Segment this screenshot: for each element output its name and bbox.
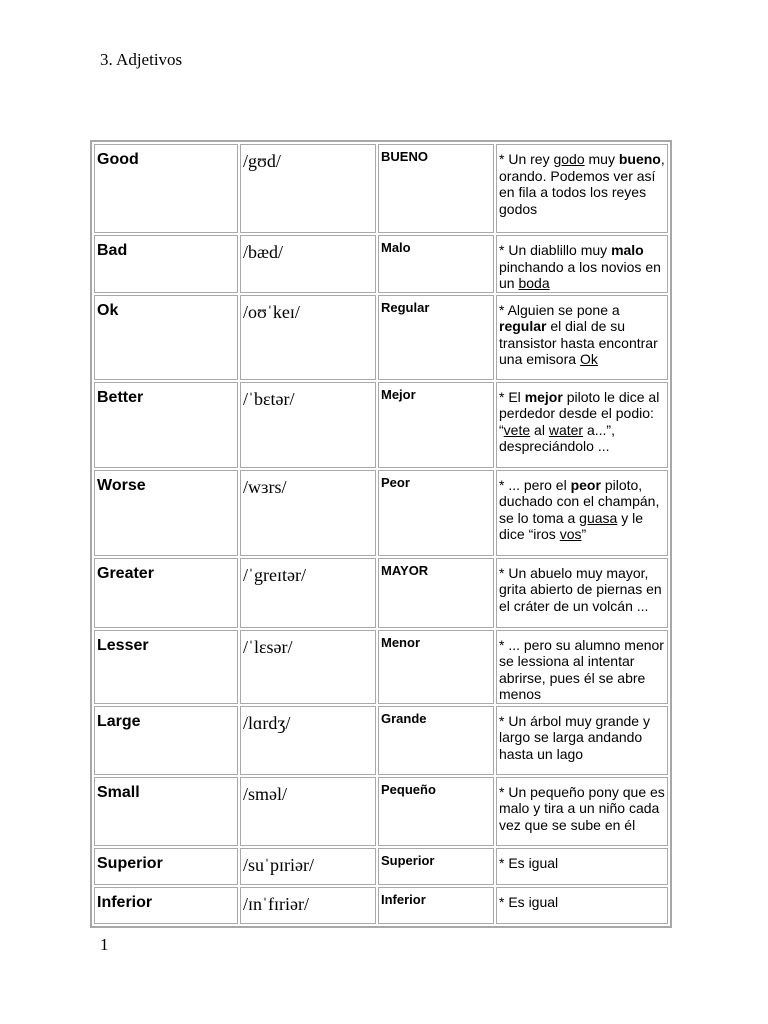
english-word: Superior — [97, 854, 163, 872]
adjectives-table — [90, 140, 672, 928]
mnemonic-text: piloto, duchado con el champán, se lo toma a — [499, 476, 660, 526]
mnemonic-cell — [496, 295, 668, 380]
table-row — [94, 706, 668, 775]
english-word: Worse — [97, 476, 146, 494]
mnemonic-underlined-text: vos — [559, 526, 582, 542]
mnemonic-cell — [496, 630, 668, 704]
mnemonic-cell — [496, 144, 668, 233]
pronunciation: /lɑrdʒ/ — [243, 712, 291, 733]
mnemonic-text: * Un abuelo muy mayor, grita abierto de piernas en el cráter de un volcán ... — [499, 564, 662, 614]
mnemonic-text: * Un rey — [499, 151, 554, 167]
mnemonic-text: pinchando a los novios en un — [499, 258, 661, 291]
english-word: Better — [97, 388, 144, 406]
table-row — [94, 848, 668, 885]
english-word-cell — [94, 470, 238, 556]
table-row — [94, 558, 668, 628]
table-row — [94, 144, 668, 233]
spanish-translation: Malo — [378, 235, 494, 293]
pronunciation-cell — [240, 630, 376, 704]
english-word: Small — [97, 783, 140, 801]
pronunciation: /sməl/ — [243, 783, 287, 804]
mnemonic-bold-text: peor — [570, 476, 601, 493]
mnemonic-text: * Un árbol muy grande y largo se larga andando hasta un lago — [499, 712, 650, 762]
english-word: Lesser — [97, 636, 149, 654]
english-word-cell — [94, 706, 238, 775]
mnemonic-underlined-text: godo — [553, 151, 585, 167]
mnemonic-text: * Es igual — [499, 893, 559, 910]
mnemonic-cell — [496, 777, 668, 846]
english-word-cell — [94, 887, 238, 924]
english-word-cell — [94, 295, 238, 380]
mnemonic-text: * Un pequeño pony que es malo y tira a un niño cada vez que se sube en él — [499, 783, 665, 833]
english-word: Large — [97, 712, 141, 730]
spanish-translation: Peor — [378, 470, 494, 556]
table-body — [94, 144, 668, 924]
pronunciation: /suˈpɪriər/ — [243, 854, 314, 875]
pronunciation-cell — [240, 144, 376, 233]
mnemonic-text: * ... pero su alumno menor se lessiona al intentar abrirse, pues él se abre menos — [499, 636, 664, 702]
mnemonic-text: * ... pero el — [499, 476, 571, 493]
mnemonic-underlined-text: water — [548, 421, 584, 438]
english-word: Good — [97, 151, 139, 168]
pronunciation-cell — [240, 470, 376, 556]
table-row — [94, 777, 668, 846]
pronunciation-cell — [240, 706, 376, 775]
mnemonic-bold-text: bueno — [618, 151, 661, 167]
mnemonic-cell — [496, 706, 668, 775]
spanish-translation: Pequeño — [378, 777, 494, 846]
mnemonic-cell — [496, 382, 668, 468]
mnemonic-cell — [496, 235, 668, 293]
english-word-cell — [94, 848, 238, 885]
table-row — [94, 295, 668, 380]
pronunciation: /gʊd/ — [243, 151, 281, 171]
pronunciation-cell — [240, 887, 376, 924]
mnemonic-text: el dial de su transistor hasta encontrar una emisora — [499, 318, 658, 367]
english-word: Bad — [97, 242, 128, 259]
spanish-translation: Superior — [378, 848, 494, 885]
mnemonic-text: muy — [584, 151, 619, 167]
spanish-translation: Grande — [378, 706, 494, 775]
mnemonic-cell — [496, 470, 668, 556]
mnemonic-underlined-text: guasa — [579, 509, 618, 526]
pronunciation-cell — [240, 558, 376, 628]
mnemonic-cell — [496, 848, 668, 885]
mnemonic-text: * Alguien se pone a — [499, 301, 620, 318]
pronunciation-cell — [240, 295, 376, 380]
pronunciation: /ˈlɛsər/ — [243, 636, 293, 657]
mnemonic-text: * Un diablillo muy — [499, 242, 612, 258]
mnemonic-text: piloto le dice al perdedor desde el podio: “ — [499, 388, 660, 438]
english-word-cell — [94, 777, 238, 846]
pronunciation: /ˈbɛtər/ — [243, 388, 295, 409]
section-heading: 3. Adjetivos — [100, 50, 183, 69]
spanish-translation: Menor — [378, 630, 494, 704]
english-word-cell — [94, 630, 238, 704]
mnemonic-text: al — [530, 421, 549, 438]
table-row — [94, 382, 668, 468]
english-word: Greater — [97, 564, 154, 582]
pronunciation: /ˈgreɪtər/ — [243, 564, 306, 585]
pronunciation: /oʊˈkeɪ/ — [243, 301, 300, 322]
table-row — [94, 470, 668, 556]
pronunciation: /ɪnˈfɪriər/ — [243, 893, 309, 914]
mnemonic-underlined-text: vete — [503, 421, 531, 438]
table-row — [94, 235, 668, 293]
mnemonic-text: a...”, despreciándolo ... — [499, 421, 615, 454]
spanish-translation: MAYOR — [378, 558, 494, 628]
mnemonic-cell — [496, 887, 668, 924]
pronunciation-cell — [240, 777, 376, 846]
mnemonic-text: , orando. Podemos ver así en fila a todos los reyes godos — [499, 151, 665, 217]
pronunciation: /wɜrs/ — [243, 476, 287, 497]
table-row — [94, 630, 668, 704]
pronunciation: /bæd/ — [243, 242, 284, 262]
english-word: Ok — [97, 301, 119, 319]
pronunciation-cell — [240, 382, 376, 468]
page-number: 1 — [100, 935, 109, 954]
mnemonic-text: * Es igual — [499, 854, 559, 871]
mnemonic-text: * El — [499, 388, 525, 405]
mnemonic-underlined-text: Ok — [579, 351, 598, 367]
spanish-translation: BUENO — [378, 144, 494, 233]
english-word-cell — [94, 558, 238, 628]
pronunciation-cell — [240, 235, 376, 293]
spanish-translation: Regular — [378, 295, 494, 380]
mnemonic-text: y le dice “iros — [499, 509, 643, 542]
mnemonic-text: ” — [581, 526, 587, 542]
table-row — [94, 887, 668, 924]
pronunciation-cell — [240, 848, 376, 885]
spanish-translation: Inferior — [378, 887, 494, 924]
english-word-cell — [94, 235, 238, 293]
spanish-translation: Mejor — [378, 382, 494, 468]
mnemonic-bold-text: malo — [611, 242, 644, 258]
english-word: Inferior — [97, 893, 153, 911]
english-word-cell — [94, 144, 238, 233]
mnemonic-cell — [496, 558, 668, 628]
mnemonic-bold-text: mejor — [524, 388, 563, 405]
mnemonic-bold-text: regular — [499, 318, 547, 334]
english-word-cell — [94, 382, 238, 468]
mnemonic-underlined-text: boda — [518, 275, 550, 291]
